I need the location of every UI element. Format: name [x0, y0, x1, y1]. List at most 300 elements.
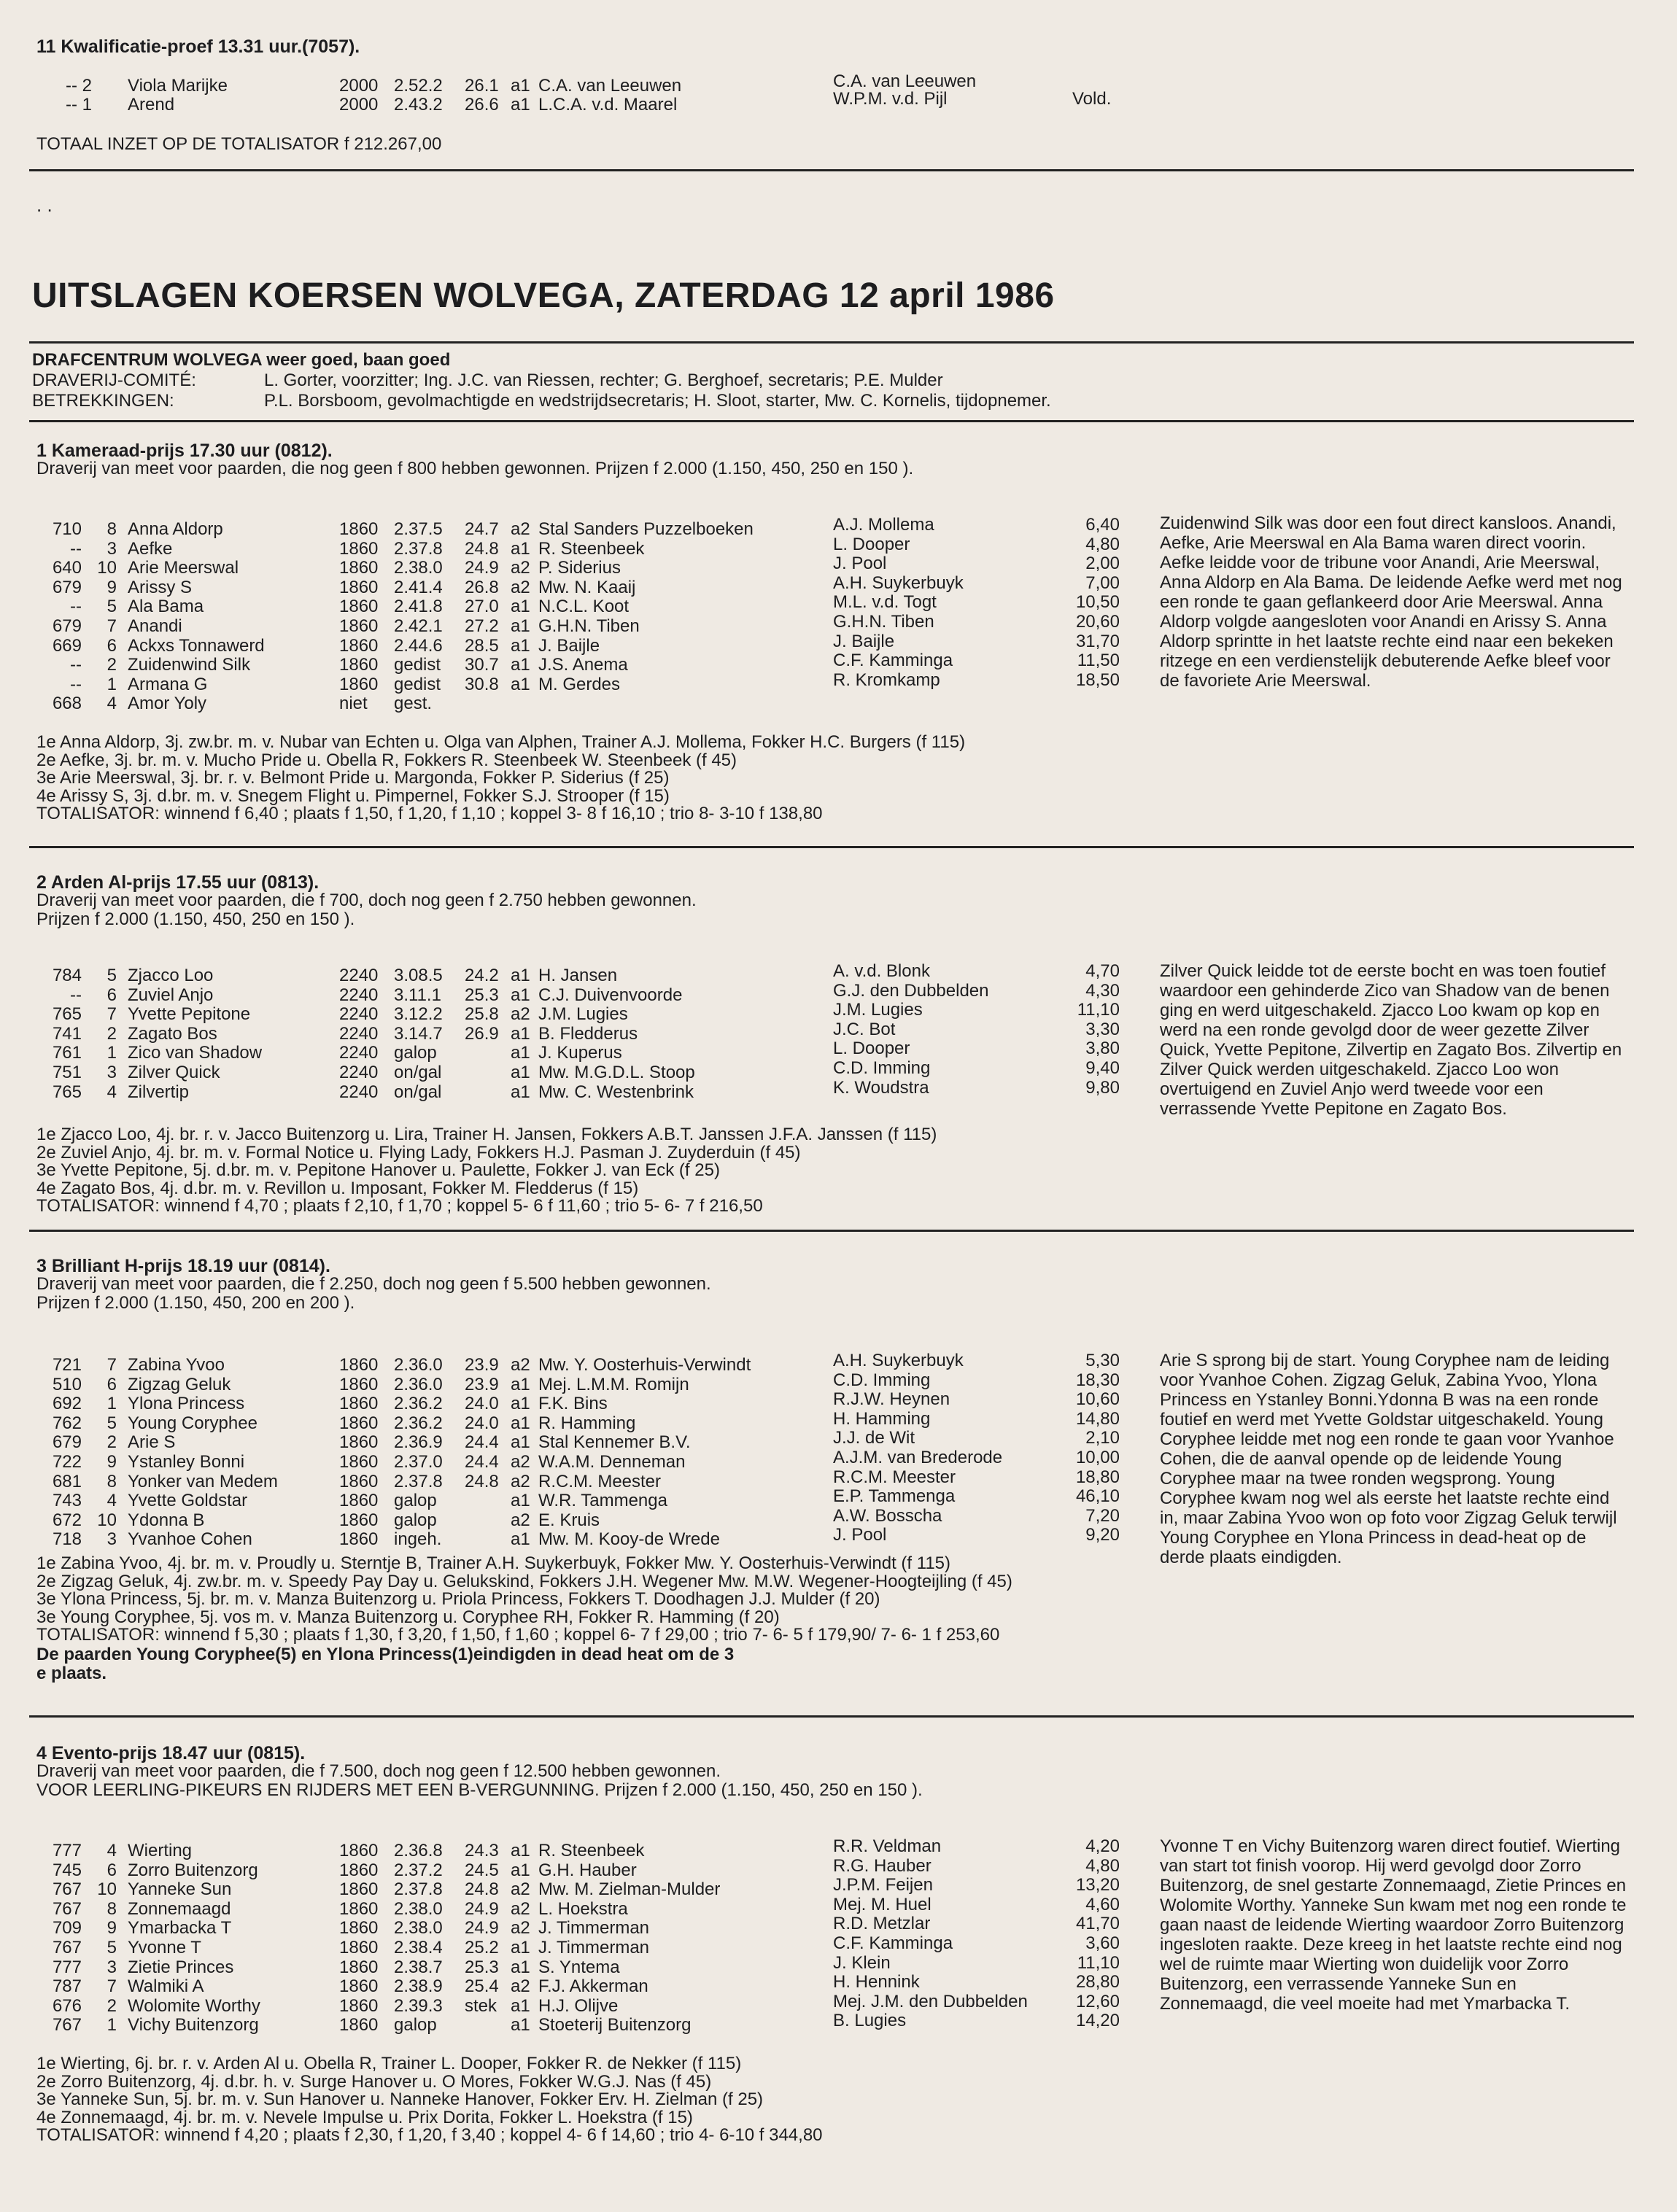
race-comment: Zuidenwind Silk was door een fout direct kansloos. Anandi, Aefke, Arie Meerswal en Ala Bama waren direct voorin. Aefke leidde voor de tribune voor Anandi, Arie Meerswal, Anna Aldorp en Ala Bama. De leidende Aefke werd met nog een ronde te gaan geflankeerd door Arie Meerswal. Anna Aldorp volgde aangesloten voor Anandi en Arissy S. Anna Aldorp sprintte in het laatste rechte eind naar een bekeken ritzege en een verdienstelijk debuterende Aefke bleef voor de favoriete Arie Meerswal.: [1160, 513, 1622, 691]
row-owner-rider: N.C.L. Koot: [538, 597, 630, 617]
row-horse-number: 2: [106, 655, 117, 675]
row-win-odds: 2,10: [1085, 1428, 1120, 1448]
row-horse-number: 4: [106, 1491, 117, 1511]
race-header: 4 Evento-prijs 18.47 uur (0815).: [36, 1743, 306, 1763]
row-age-class: a2: [511, 1510, 530, 1530]
row-time: 2.38.7: [394, 1957, 443, 1977]
race-conditions: Draverij van meet voor paarden, die f 700, doch nog geen f 2.750 hebben gewonnen.: [36, 890, 697, 910]
row-horse-number: 1: [106, 2015, 117, 2036]
finish-line: 4e Arissy S, 3j. d.br. m. v. Snegem Flight u. Pimpernel, Fokker S.J. Strooper (f 15): [36, 785, 670, 806]
row-distance: 2240: [339, 1063, 379, 1082]
row-win-odds: 3,30: [1085, 1019, 1120, 1039]
prev-row-horse: Viola Marijke: [128, 76, 228, 96]
row-owner-rider: W.A.M. Denneman: [538, 1452, 686, 1472]
result-row: [0, 1486, 1138, 1511]
row-horse-name: Yvette Goldstar: [128, 1491, 248, 1511]
finish-line: 1e Zabina Yvoo, 4j. br. m. v. Proudly u. Sterntje B, Trainer A.H. Suykerbuyk, Fokker Mw. Y. Oosterhuis-Verwindt (f 115): [36, 1553, 951, 1573]
row-age-class: a2: [511, 1355, 530, 1375]
row-horse-name: Vichy Buitenzorg: [128, 2015, 259, 2036]
row-owner-rider: E. Kruis: [538, 1510, 600, 1530]
result-row: [0, 694, 1138, 713]
row-horse-number: 3: [106, 538, 117, 559]
row-km-time: 24.3: [465, 1841, 499, 1860]
row-race-number: 767: [52, 1898, 82, 1919]
prev-row-trainer: W.P.M. v.d. Pijl: [833, 89, 948, 109]
row-owner-rider: R. Hamming: [538, 1413, 636, 1433]
finish-line: 3e Yanneke Sun, 5j. br. m. v. Sun Hanover u. Nanneke Hanover, Fokker Erv. H. Zielman (f 25): [36, 2089, 764, 2109]
row-race-number: 668: [52, 694, 82, 714]
row-time: 2.37.2: [394, 1860, 443, 1880]
row-age-class: a1: [511, 2015, 530, 2036]
row-race-number: 767: [52, 1879, 82, 1900]
row-time: 2.39.3: [394, 1995, 443, 2016]
row-horse-number: 6: [106, 1860, 117, 1880]
row-age-class: a1: [511, 1841, 530, 1860]
result-row: [0, 1389, 1138, 1414]
row-win-odds: 3,80: [1085, 1039, 1120, 1059]
row-race-number: 751: [52, 1063, 82, 1082]
divider: [29, 1715, 1634, 1718]
row-horse-name: Yanneke Sun: [128, 1879, 232, 1900]
row-horse-name: Arie S: [128, 1432, 176, 1453]
row-race-number: --: [70, 538, 82, 559]
finish-line: 1e Zjacco Loo, 4j. br. r. v. Jacco Buitenzorg u. Lira, Trainer H. Jansen, Fokkers A.B.T. Janssen J.F.A. Janssen (f 115): [36, 1125, 937, 1144]
row-horse-number: 4: [106, 694, 117, 714]
finish-line: TOTALISATOR: winnend f 4,20 ; plaats f 2,30, f 1,20, f 3,40 ; koppel 4- 6 f 14,60 ; trio 4- 6-10 f 344,80: [36, 2125, 823, 2145]
row-trainer: R.D. Metzlar: [833, 1914, 931, 1934]
row-trainer: R. Kromkamp: [833, 670, 940, 690]
divider: [29, 341, 1634, 344]
row-time: ingeh.: [394, 1529, 442, 1550]
row-time: 3.11.1: [394, 985, 441, 1005]
result-row: [0, 1952, 1138, 1977]
row-horse-name: Armana G: [128, 674, 208, 694]
row-owner-rider: Stal Sanders Puzzelboeken: [538, 519, 754, 539]
row-horse-number: 5: [106, 1413, 117, 1433]
comite-value: L. Gorter, voorzitter; Ing. J.C. van Riessen, rechter; G. Berghoef, secretaris; P.E. Mulder: [264, 370, 943, 390]
row-age-class: a2: [511, 519, 530, 539]
row-trainer: C.F. Kamminga: [833, 651, 953, 671]
prev-row-trainer: C.A. van Leeuwen: [833, 71, 977, 91]
divider: [29, 1230, 1634, 1232]
finish-line: 1e Wierting, 6j. br. r. v. Arden Al u. Obella R, Trainer L. Dooper, Fokker R. de Nekker (f 115): [36, 2054, 742, 2073]
row-win-odds: 3,60: [1085, 1933, 1120, 1953]
race-header: 2 Arden Al-prijs 17.55 uur (0813).: [36, 872, 319, 893]
row-race-number: 777: [52, 1957, 82, 1977]
row-distance: 1860: [339, 1938, 379, 1957]
prev-race-header: 11 Kwalificatie-proef 13.31 uur.(7057).: [36, 36, 360, 57]
row-age-class: a1: [511, 1938, 530, 1957]
row-horse-name: Anandi: [128, 616, 182, 636]
row-horse-name: Wolomite Worthy: [128, 1995, 260, 2016]
row-age-class: a1: [511, 1023, 530, 1044]
row-race-number: 743: [52, 1491, 82, 1511]
row-trainer: R.J.W. Heynen: [833, 1389, 950, 1410]
row-trainer: L. Dooper: [833, 534, 910, 554]
prev-row-km: 26.1: [465, 76, 499, 96]
row-horse-name: Anna Aldorp: [128, 519, 223, 539]
row-km-time: 24.9: [465, 1898, 499, 1919]
row-age-class: a1: [511, 1374, 530, 1394]
row-trainer: A.H. Suykerbuyk: [833, 573, 964, 593]
row-horse-number: 3: [106, 1063, 117, 1082]
result-row: [0, 1370, 1138, 1394]
row-race-number: 679: [52, 577, 82, 597]
row-km-time: 25.3: [465, 985, 499, 1005]
row-distance: 2240: [339, 1082, 379, 1102]
page-title: UITSLAGEN KOERSEN WOLVEGA, ZATERDAG 12 april 1986: [32, 276, 1055, 315]
row-time: 2.38.0: [394, 1898, 443, 1919]
row-age-class: a1: [511, 1995, 530, 2016]
row-race-number: 679: [52, 616, 82, 636]
finish-line: 4e Zonnemaagd, 4j. br. m. v. Nevele Impulse u. Prix Dorita, Fokker L. Hoekstra (f 15): [36, 2107, 693, 2127]
row-win-odds: 4,60: [1085, 1894, 1120, 1914]
betrekkingen-value: P.L. Borsboom, gevolmachtigde en wedstrijdsecretaris; H. Sloot, starter, Mw. C. Kornelis, tijdopnemer.: [264, 391, 1051, 411]
row-km-time: 24.4: [465, 1432, 499, 1453]
finish-line: TOTALISATOR: winnend f 6,40 ; plaats f 1,50, f 1,20, f 1,10 ; koppel 3- 8 f 16,10 ; trio 8- 3-10 f 138,80: [36, 804, 823, 823]
result-row: [0, 1408, 1138, 1433]
row-trainer: J. Baijle: [833, 631, 895, 651]
row-km-time: 27.0: [465, 597, 499, 617]
row-trainer: L. Dooper: [833, 1039, 910, 1059]
row-distance: 1860: [339, 519, 379, 539]
row-win-odds: 14,80: [1075, 1408, 1120, 1429]
row-owner-rider: Mw. M.G.D.L. Stoop: [538, 1063, 695, 1082]
row-trainer: K. Woudstra: [833, 1077, 929, 1098]
row-trainer: H. Hennink: [833, 1972, 920, 1992]
row-distance: 1860: [339, 1879, 379, 1900]
row-race-number: 672: [52, 1510, 82, 1530]
row-distance: 1860: [339, 1491, 379, 1511]
row-time: on/gal: [394, 1082, 442, 1102]
row-win-odds: 18,30: [1075, 1370, 1120, 1390]
divider: [29, 846, 1634, 848]
row-distance: 2240: [339, 1023, 379, 1044]
row-horse-name: Yvette Pepitone: [128, 1004, 251, 1025]
result-row: [0, 612, 1138, 636]
row-time: 2.38.0: [394, 1918, 443, 1939]
row-owner-rider: P. Siderius: [538, 558, 621, 578]
result-row: [0, 2011, 1138, 2036]
row-horse-number: 8: [106, 519, 117, 539]
row-distance: 1860: [339, 1394, 379, 1414]
row-horse-name: Zigzag Geluk: [128, 1374, 231, 1394]
row-race-number: 762: [52, 1413, 82, 1433]
row-km-time: 23.9: [465, 1374, 499, 1394]
row-win-odds: 4,30: [1085, 980, 1120, 1001]
row-race-number: 765: [52, 1082, 82, 1102]
row-time: gedist: [394, 674, 441, 694]
row-horse-number: 8: [106, 1471, 117, 1491]
row-horse-number: 10: [97, 1510, 117, 1530]
result-row: [0, 1000, 1138, 1025]
row-trainer: J.J. de Wit: [833, 1428, 915, 1448]
row-horse-name: Wierting: [128, 1841, 193, 1860]
result-row: [0, 515, 1138, 539]
row-km-time: stek: [465, 1995, 497, 2016]
row-horse-number: 2: [106, 1432, 117, 1453]
finish-line: 3e Arie Meerswal, 3j. br. r. v. Belmont Pride u. Margonda, Fokker P. Siderius (f 25): [36, 768, 670, 788]
row-horse-number: 1: [106, 1394, 117, 1414]
row-trainer: A.J.M. van Brederode: [833, 1448, 1003, 1467]
row-horse-number: 2: [106, 1995, 117, 2016]
prev-row-time: 2.52.2: [394, 76, 443, 96]
row-distance: 1860: [339, 1432, 379, 1453]
row-horse-number: 3: [106, 1529, 117, 1550]
row-horse-name: Zilver Quick: [128, 1063, 220, 1082]
row-horse-name: Ala Bama: [128, 597, 204, 617]
row-distance: 1860: [339, 2015, 379, 2036]
row-distance: 2240: [339, 966, 379, 985]
row-win-odds: 4,80: [1085, 534, 1120, 554]
row-km-time: 24.9: [465, 1918, 499, 1939]
row-owner-rider: J.M. Lugies: [538, 1004, 628, 1025]
row-km-time: 25.2: [465, 1938, 499, 1957]
row-owner-rider: J. Baijle: [538, 635, 600, 656]
row-time: 3.14.7: [394, 1023, 443, 1044]
row-age-class: a2: [511, 558, 530, 578]
row-time: 2.37.0: [394, 1452, 443, 1472]
row-horse-number: 1: [106, 1043, 117, 1063]
row-time: galop: [394, 1043, 437, 1063]
row-owner-rider: B. Fledderus: [538, 1023, 638, 1044]
row-race-number: 777: [52, 1841, 82, 1860]
row-distance: 1860: [339, 1898, 379, 1919]
row-age-class: a1: [511, 1043, 530, 1063]
row-race-number: 761: [52, 1043, 82, 1063]
row-time: galop: [394, 1491, 437, 1511]
row-time: 2.36.8: [394, 1841, 443, 1860]
row-age-class: a1: [511, 1957, 530, 1977]
row-time: 2.42.1: [394, 616, 443, 636]
row-time: 2.37.8: [394, 1879, 443, 1900]
row-owner-rider: Mw. M. Zielman-Mulder: [538, 1879, 721, 1900]
row-horse-name: Yvanhoe Cohen: [128, 1529, 252, 1550]
result-row: [0, 1855, 1138, 1880]
row-trainer: A.H. Suykerbuyk: [833, 1351, 964, 1370]
row-win-odds: 20,60: [1075, 612, 1120, 632]
row-time: 2.44.6: [394, 635, 443, 656]
row-owner-rider: H. Jansen: [538, 966, 618, 985]
row-distance: 1860: [339, 577, 379, 597]
result-row: [0, 1351, 1138, 1375]
dots: . .: [36, 194, 53, 216]
row-time: galop: [394, 2015, 437, 2036]
row-distance: 1860: [339, 1976, 379, 1997]
row-trainer: C.D. Imming: [833, 1370, 931, 1390]
race-conditions: Prijzen f 2.000 (1.150, 450, 200 en 200 ).: [36, 1293, 355, 1313]
result-row: [0, 631, 1138, 656]
row-trainer: G.H.N. Tiben: [833, 612, 934, 632]
race-comment: Yvonne T en Vichy Buitenzorg waren direct foutief. Wierting van start tot finish voorop. Hij werd gevolgd door Zorro Buitenzorg, de snel gestarte Zonnemaagd, Zietie Princes en Wolomite Worthy. Yanneke Sun kwam met nog een ronde te gaan naast de leidende Wierting waardoor Zorro Buitenzorg ingesloten raakte. Deze kreeg in het laatste rechte eind nog wel de ruimte maar Wierting won duidelijk voor Zorro Buitenzorg, een verrassende Yanneke Sun en Zonnemaagd, die veel moeite had met Ymarbacka T.: [1160, 1836, 1627, 2014]
row-time: 2.38.0: [394, 558, 443, 578]
row-horse-number: 5: [106, 597, 117, 617]
row-km-time: 28.5: [465, 635, 499, 656]
row-horse-number: 5: [106, 966, 117, 985]
row-win-odds: 2,00: [1085, 554, 1120, 574]
row-km-time: 25.4: [465, 1976, 499, 1997]
row-age-class: a1: [511, 635, 530, 656]
prev-row-extra: Vold.: [1072, 89, 1112, 109]
row-horse-number: 1: [106, 674, 117, 694]
result-row: [0, 1875, 1138, 1900]
row-horse-name: Zagato Bos: [128, 1023, 217, 1044]
row-horse-number: 7: [106, 616, 117, 636]
row-age-class: a2: [511, 1471, 530, 1491]
race-conditions: Draverij van meet voor paarden, die f 2.250, doch nog geen f 5.500 hebben gewonnen.: [36, 1274, 711, 1294]
row-win-odds: 9,80: [1085, 1077, 1120, 1098]
row-horse-number: 8: [106, 1898, 117, 1919]
result-row: [0, 1077, 1138, 1102]
prev-race-row: [0, 71, 1138, 96]
row-owner-rider: R.C.M. Meester: [538, 1471, 662, 1491]
row-distance: 1860: [339, 674, 379, 694]
row-win-odds: 4,70: [1085, 961, 1120, 981]
row-age-class: a2: [511, 1976, 530, 1997]
result-row: [0, 651, 1138, 675]
row-distance: 1860: [339, 1413, 379, 1433]
finish-line: 2e Aefke, 3j. br. m. v. Mucho Pride u. Obella R, Fokkers R. Steenbeek W. Steenbeek (f 45): [36, 750, 737, 770]
result-row: [0, 1525, 1138, 1550]
row-win-odds: 9,20: [1085, 1525, 1120, 1545]
row-owner-rider: Mw. M. Kooy-de Wrede: [538, 1529, 720, 1550]
row-time: 2.37.8: [394, 538, 443, 559]
row-time: gest.: [394, 694, 433, 714]
row-distance: 1860: [339, 1510, 379, 1530]
row-win-odds: 41,70: [1075, 1914, 1120, 1934]
row-horse-name: Young Coryphee: [128, 1413, 257, 1433]
row-horse-name: Zuidenwind Silk: [128, 655, 251, 675]
row-km-time: 24.9: [465, 558, 499, 578]
row-horse-name: Arie Meerswal: [128, 558, 239, 578]
row-time: 2.36.9: [394, 1432, 443, 1453]
row-race-number: 681: [52, 1471, 82, 1491]
result-row: [0, 534, 1138, 559]
race-header: 1 Kameraad-prijs 17.30 uur (0812).: [36, 441, 333, 461]
row-age-class: a2: [511, 1004, 530, 1025]
row-owner-rider: Mw. N. Kaaij: [538, 577, 636, 597]
result-row: [0, 1039, 1138, 1063]
prev-row-dist: 2000: [339, 95, 379, 115]
row-win-odds: 11,10: [1077, 1000, 1120, 1020]
row-win-odds: 31,70: [1075, 631, 1120, 651]
row-trainer: M.L. v.d. Togt: [833, 592, 937, 613]
result-row: [0, 1894, 1138, 1919]
row-km-time: 24.8: [465, 1879, 499, 1900]
row-trainer: E.P. Tammenga: [833, 1486, 956, 1507]
row-horse-number: 9: [106, 1452, 117, 1472]
row-time: 2.36.0: [394, 1355, 443, 1375]
row-time: on/gal: [394, 1063, 442, 1082]
row-owner-rider: F.K. Bins: [538, 1394, 608, 1414]
row-race-number: 710: [52, 519, 82, 539]
row-age-class: a2: [511, 577, 530, 597]
row-owner-rider: H.J. Olijve: [538, 1995, 619, 2016]
row-win-odds: 28,80: [1075, 1972, 1120, 1992]
betrekkingen-label: BETREKKINGEN:: [32, 391, 174, 411]
finish-line: TOTALISATOR: winnend f 5,30 ; plaats f 1,30, f 3,20, f 1,50, f 1,60 ; koppel 6- 7 f 29,00 ; trio 7- 6- 5 f 179,90/ 7- 6- 1 f 253,60: [36, 1625, 1000, 1645]
row-win-odds: 6,40: [1085, 515, 1120, 535]
row-win-odds: 18,80: [1075, 1467, 1120, 1487]
finish-line: 3e Ylona Princess, 5j. br. m. v. Manza Buitenzorg u. Priola Princess, Fokkers T. Doodhagen J.J. Mulder (f 20): [36, 1589, 880, 1609]
row-trainer: G.J. den Dubbelden: [833, 980, 989, 1001]
row-km-time: 24.7: [465, 519, 499, 539]
row-distance: 1860: [339, 635, 379, 656]
row-race-number: 640: [52, 558, 82, 578]
row-horse-name: Walmiki A: [128, 1976, 204, 1997]
result-row: [0, 1836, 1138, 1860]
row-horse-number: 5: [106, 1938, 117, 1957]
row-owner-rider: S. Yntema: [538, 1957, 620, 1977]
race-conditions: VOOR LEERLING-PIKEURS EN RIJDERS MET EEN B-VERGUNNING. Prijzen f 2.000 (1.150, 450, 250 en 150 ).: [36, 1780, 923, 1800]
finish-line: 3e Yvette Pepitone, 5j. d.br. m. v. Pepitone Hanover u. Paulette, Fokker J. van Eck (f 25): [36, 1160, 720, 1180]
divider: [29, 420, 1634, 422]
finish-line: 1e Anna Aldorp, 3j. zw.br. m. v. Nubar van Echten u. Olga van Alphen, Trainer A.J. Mollema, Fokker H.C. Burgers (f 115): [36, 732, 966, 752]
row-win-odds: 46,10: [1075, 1486, 1120, 1507]
row-time: galop: [394, 1510, 437, 1530]
row-owner-rider: Stal Kennemer B.V.: [538, 1432, 691, 1453]
row-horse-number: 6: [106, 1374, 117, 1394]
row-km-time: 25.3: [465, 1957, 499, 1977]
row-km-time: 24.0: [465, 1394, 499, 1414]
row-distance: 1860: [339, 1841, 379, 1860]
row-race-number: 510: [52, 1374, 82, 1394]
row-race-number: --: [70, 985, 82, 1005]
row-race-number: --: [70, 674, 82, 694]
row-win-odds: 4,20: [1085, 1836, 1120, 1856]
row-trainer: Mej. J.M. den Dubbelden: [833, 1991, 1028, 2011]
row-age-class: a1: [511, 1491, 530, 1511]
row-horse-number: 9: [106, 577, 117, 597]
finish-line: 2e Zigzag Geluk, 4j. zw.br. m. v. Speedy Pay Day u. Gelukskind, Fokkers J.H. Wegener Mw. M.W. Wegener-Hoogteijling (f 45): [36, 1571, 1012, 1591]
row-age-class: a1: [511, 985, 530, 1005]
row-age-class: a1: [511, 1860, 530, 1880]
comite-label: DRAVERIJ-COMITÉ:: [32, 370, 196, 390]
row-win-odds: 18,50: [1075, 670, 1120, 690]
row-horse-number: 3: [106, 1957, 117, 1977]
row-horse-name: Aefke: [128, 538, 173, 559]
row-race-number: 722: [52, 1452, 82, 1472]
row-distance: 1860: [339, 616, 379, 636]
prev-race-total: TOTAAL INZET OP DE TOTALISATOR f 212.267,00: [36, 134, 442, 154]
row-trainer: R.C.M. Meester: [833, 1467, 956, 1487]
row-horse-number: 9: [106, 1918, 117, 1939]
result-row: [0, 1933, 1138, 1957]
prev-row-rider: C.A. van Leeuwen: [538, 76, 682, 96]
result-row: [0, 1058, 1138, 1082]
row-win-odds: 11,50: [1077, 651, 1120, 671]
row-race-number: 709: [52, 1918, 82, 1939]
result-row: [0, 1505, 1138, 1530]
result-row: [0, 573, 1138, 597]
row-distance: 1860: [339, 558, 379, 578]
row-win-odds: 7,00: [1085, 573, 1120, 593]
row-win-odds: 4,80: [1085, 1855, 1120, 1876]
row-race-number: --: [70, 597, 82, 617]
row-age-class: a1: [511, 1063, 530, 1082]
row-km-time: 24.2: [465, 966, 499, 985]
row-race-number: --: [70, 655, 82, 675]
result-row: [0, 592, 1138, 617]
row-age-class: a1: [511, 1413, 530, 1433]
row-distance: niet: [339, 694, 368, 714]
row-race-number: 679: [52, 1432, 82, 1453]
row-distance: 1860: [339, 1452, 379, 1472]
row-owner-rider: G.H. Hauber: [538, 1860, 637, 1880]
result-row: [0, 1448, 1138, 1472]
row-owner-rider: C.J. Duivenvoorde: [538, 985, 683, 1005]
race-comment: Arie S sprong bij de start. Young Coryphee nam de leiding voor Yvanhoe Cohen. Zigzag Geluk, Zabina Yvoo, Ylona Princess en Ystanley Bonni.Ydonna B was na een ronde foutief en werd met Yvette Goldstar uitgeschakeld. Young Coryphee leidde met nog een ronde te gaan voor Yvanhoe Cohen, die de aanval opende op de leidende Young Coryphee maar na twee ronden wegsprong. Young Coryphee kwam nog wel als eerste het laatste rechte eind in, maar Zabina Yvoo won op foto voor Zigzag Geluk terwijl Young Coryphee en Ylona Princess in dead-heat op de derde plaats eindigden.: [1160, 1351, 1617, 1567]
